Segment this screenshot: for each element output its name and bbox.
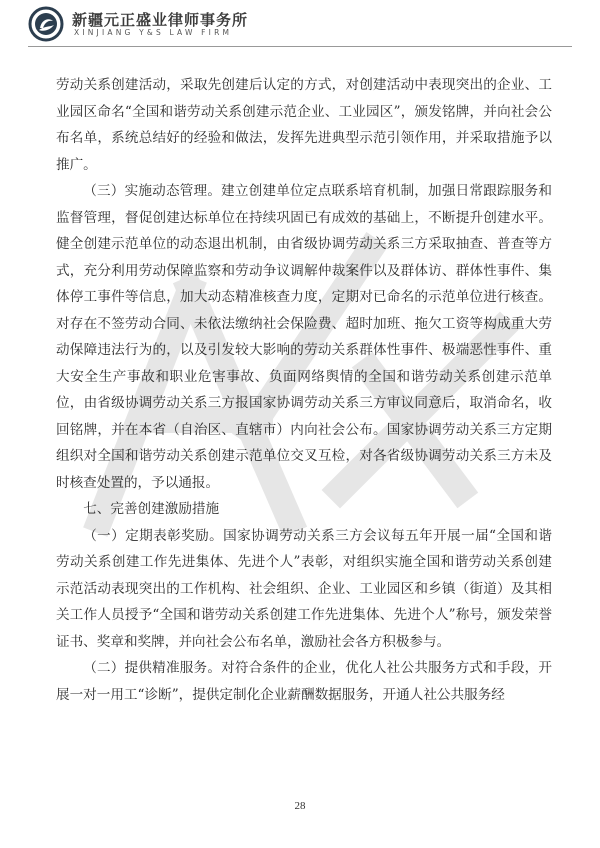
paragraph-2: （三）实施动态管理。建立创建单位定点联系培育机制，加强日常跟踪服务和监督管理，督促创建达标单位在持续巩固已有成效的基础上，不断提升创建水平。健全创建示范单位的动态退出机制，由省级协调劳动关系三方采取抽查、普查等方式，充分利用劳动保障监察和劳动争议调解仲裁案件以及群体访、群体性事件、集体停工事件等信息，加大动态精准核查力度，定期对已命名的示范单位进行核查。对存在不签劳动合同、未依法缴纳社会保险费、超时加班、拖欠工资等构成重大劳动保障违法行为的，以及引发较大影响的劳动关系群体性事件、极端恶性事件、重大安全生产事故和职业危害事故、负面网络舆情的全国和谐劳动关系创建示范单位，由省级协调劳动关系三方报国家协调劳动关系三方审议同意后，取消命名，收回铭牌，并在本省（自治区、直辖市）内向社会公布。国家协调劳动关系三方定期组织对全国和谐劳动关系创建示范单位交叉互检，对各省级协调劳动关系三方未及时核查处置的，予以通报。 [56, 183, 552, 491]
paragraph-3: （一）定期表彰奖励。国家协调劳动关系三方会议每五年开展一届“全国和谐劳动关系创建工作先进集体、先进个人”表彰，对组织实施全国和谐劳动关系创建示范活动表现突出的工作机构、社会组织、企业、工业园区和乡镇（街道）及其相关工作人员授予“全国和谐劳动关系创建工作先进集体、先进个人”称号，颁发荣誉证书、奖章和奖牌，并向社会公布名单，激励社会各方积极参与。 [56, 527, 552, 650]
firm-name-en: XINJIANG Y&S LAW FIRM [74, 28, 233, 37]
firm-logo-icon [28, 6, 64, 42]
letterhead [28, 6, 572, 44]
section-heading: 七、完善创建激励措施 [83, 501, 220, 517]
document-body [56, 72, 552, 708]
header-divider [28, 46, 572, 47]
paragraph-4: （二）提供精准服务。对符合条件的企业，优化人社公共服务方式和手段，开展一对一用工“诊断”，提供定制化企业薪酬数据服务，开通人社公共服务经 [56, 660, 552, 703]
firm-name-cn: 新疆元正盛业律师事务所 [72, 11, 249, 29]
page-number: 28 [294, 800, 306, 812]
paragraph-1: 劳动关系创建活动，采取先创建后认定的方式，对创建活动中表现突出的企业、工业园区命名“全国和谐劳动关系创建示范企业、工业园区”，颁发铭牌，并向社会公布名单，系统总结好的经验和做法，发挥先进典型示范引领作用，并采取措施予以推广。 [56, 77, 552, 173]
